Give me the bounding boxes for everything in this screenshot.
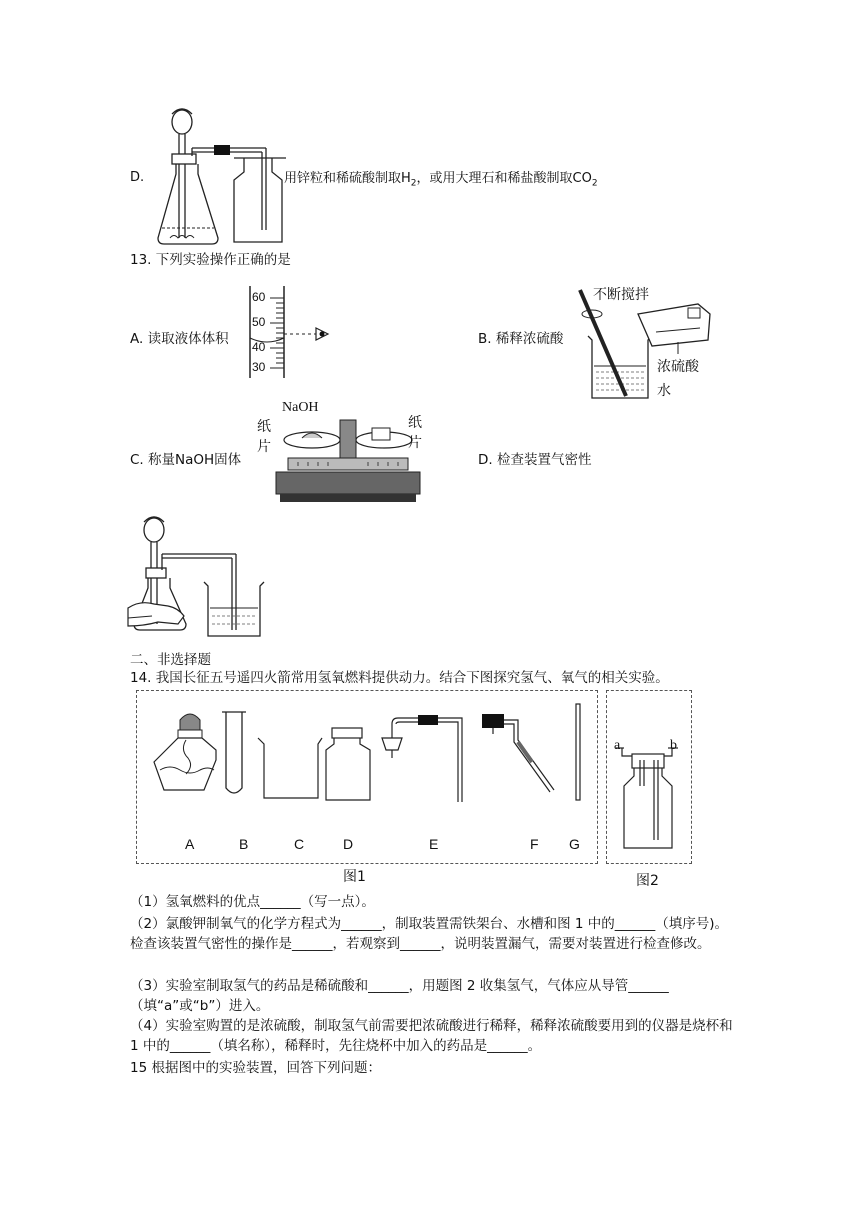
option-d-label: D. bbox=[130, 170, 145, 185]
fig1-label-f: F bbox=[530, 836, 539, 852]
paper-label-right-2: 片 bbox=[408, 435, 422, 451]
airtightness-figure bbox=[128, 512, 278, 642]
option-d-text: 用锌粒和稀硫酸制取$H_2$，或用大理石和稀盐酸制取$CO_2$ bbox=[284, 171, 598, 189]
question-15-title: 15 根据图中的实验装置，回答下列问题： bbox=[130, 1060, 381, 1076]
stir-label: 不断搅拌 bbox=[593, 287, 649, 303]
apparatus-d-collector bbox=[230, 150, 290, 250]
conc-acid-label: 浓硫酸 bbox=[657, 359, 699, 375]
fig1-label-d: D bbox=[343, 836, 354, 852]
fig2-port-a: a bbox=[614, 738, 621, 753]
water-label: 水 bbox=[657, 383, 671, 399]
fig1-label-c: C bbox=[294, 836, 305, 852]
option-b-label: B. 稀释浓硫酸 bbox=[478, 331, 564, 347]
option-c-label: C. 称量NaOH固体 bbox=[130, 452, 242, 468]
option-a-label: A. 读取液体体积 bbox=[130, 331, 229, 347]
cylinder-tick-50: 50 bbox=[252, 315, 266, 329]
naoh-label: NaOH bbox=[282, 400, 319, 415]
option-d-airtight-label: D. 检查装置气密性 bbox=[478, 452, 592, 468]
question-13-title: 13. 下列实验操作正确的是 bbox=[130, 252, 291, 268]
fig1-label-a: A bbox=[185, 836, 195, 852]
cylinder-tick-30: 30 bbox=[252, 360, 266, 374]
paper-label-left-2: 片 bbox=[257, 439, 271, 455]
fig1-label-g: G bbox=[569, 836, 580, 852]
fig1-label-e: E bbox=[429, 836, 439, 852]
q14-part-3: （3）实验室制取氢气的药品是稀硫酸和______，用题图 2 收集氢气，气体应从导管______（填“a”或“b”）进入。 bbox=[130, 978, 669, 1014]
q14-part-1: （1）氢氧燃料的优点______（写一点）。 bbox=[130, 894, 375, 910]
paper-label-right-1: 纸 bbox=[408, 415, 422, 431]
q14-part-2: （2）氯酸钾制氧气的化学方程式为______，制取装置需铁架台、水槽和图 1 中的______（填序号)。检查该装置气密性的操作是______，若观察到______，说明装置漏气，需要对装置进行检查修改。 bbox=[130, 916, 729, 952]
figure-2-caption: 图2 bbox=[636, 873, 659, 889]
question-14-title: 14. 我国长征五号遥四火箭常用氢氧燃料提供动力。结合下图探究氢气、氧气的相关实验。 bbox=[130, 670, 669, 686]
fig2-port-b: b bbox=[670, 738, 677, 753]
figure-1-caption: 图1 bbox=[343, 869, 366, 885]
section-2-heading: 二、非选择题 bbox=[130, 652, 211, 668]
gas-washing-bottle bbox=[606, 690, 690, 862]
q14-part-4: （4）实验室购置的是浓硫酸，制取氢气前需要把浓硫酸进行稀释，稀释浓硫酸要用到的仪器是烧杯和 1 中的______（填名称），稀释时，先往烧杯中加入的药品是______。 bbox=[130, 1018, 733, 1054]
paper-label-left-1: 纸 bbox=[257, 419, 271, 435]
fig1-label-b: B bbox=[239, 836, 249, 852]
figure-1-apparatus bbox=[136, 690, 596, 862]
cylinder-tick-40: 40 bbox=[252, 340, 266, 354]
cylinder-tick-60: 60 bbox=[252, 290, 266, 304]
balance-figure bbox=[268, 400, 428, 510]
